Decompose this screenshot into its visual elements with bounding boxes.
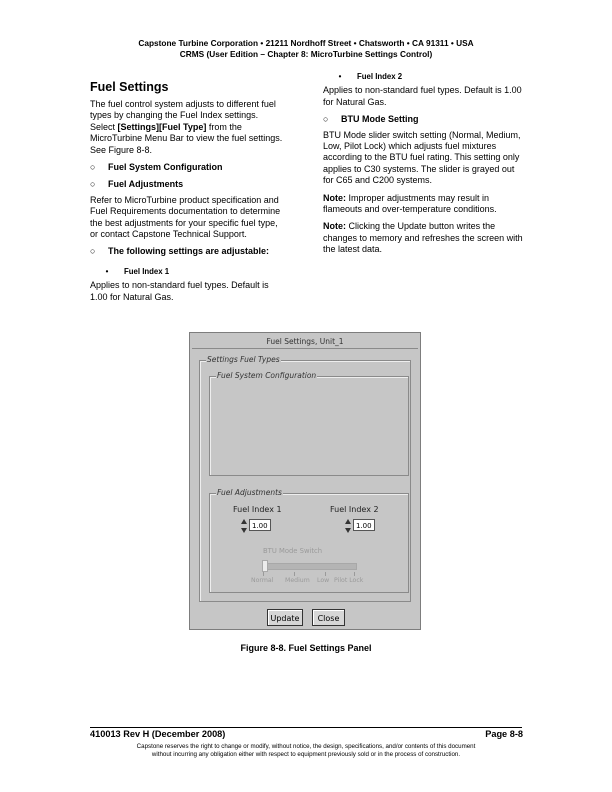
group-label-adjustments: Fuel Adjustments bbox=[217, 488, 282, 497]
left-column bbox=[90, 80, 286, 303]
btu-mode-slider-thumb[interactable] bbox=[262, 560, 268, 572]
note-label: Note: bbox=[323, 192, 346, 203]
fuel-index-2-input[interactable]: 1.00 bbox=[353, 519, 375, 531]
btu-option-normal: Normal bbox=[251, 577, 274, 584]
panel-title: Fuel Settings, Unit_1 bbox=[266, 337, 344, 346]
item-btu-mode-setting bbox=[323, 114, 523, 125]
btu-option-medium: Medium bbox=[285, 577, 310, 584]
slider-tick bbox=[325, 572, 326, 576]
slider-tick bbox=[354, 572, 355, 576]
fuel-index-1-text: Applies to non-standard fuel types. Default is 1.00 for Natural Gas. bbox=[90, 280, 269, 302]
page-header bbox=[0, 38, 612, 60]
disclaimer-line-1: Capstone reserves the right to change or modify, without notice, the design, specifications, and/or contents of this document bbox=[136, 743, 476, 750]
btu-mode-switch-label: BTU Mode Switch bbox=[263, 547, 323, 555]
menu-path: [Settings][Fuel Type] bbox=[117, 121, 207, 132]
section-heading: Fuel Settings bbox=[90, 80, 169, 94]
group-label-fuel-types: Settings Fuel Types bbox=[207, 355, 280, 364]
footer-doc-number: 410013 Rev H (December 2008) bbox=[90, 729, 226, 739]
circle-marker: ○ bbox=[90, 246, 96, 257]
circle-marker: ○ bbox=[90, 179, 96, 190]
fuel-index-1-label: Fuel Index 1 bbox=[233, 505, 282, 514]
note-text: Clicking the Update button writes the changes to memory and refreshes the screen with the latest data. bbox=[323, 221, 523, 255]
note-text: Improper adjustments may result in flameouts and over-temperature conditions. bbox=[323, 192, 497, 215]
btu-option-low: Low bbox=[317, 577, 330, 584]
item-label: Fuel System Configuration bbox=[108, 162, 223, 173]
footer-rule bbox=[90, 727, 522, 728]
bullet-fuel-index-2 bbox=[323, 71, 523, 82]
fuel-index-2-stepper[interactable] bbox=[345, 519, 351, 533]
bullet-label: Fuel Index 2 bbox=[357, 72, 403, 81]
figure-caption: Figure 8-8. Fuel Settings Panel bbox=[240, 643, 372, 653]
fuel-settings-panel bbox=[189, 332, 421, 630]
fuel-index-2-label: Fuel Index 2 bbox=[330, 505, 379, 514]
slider-tick bbox=[263, 572, 264, 576]
fuel-index-1-input[interactable]: 1.00 bbox=[249, 519, 271, 531]
header-chapter: CRMS (User Edition – Chapter 8: MicroTurbine Settings Control) bbox=[179, 49, 433, 59]
circle-marker: ○ bbox=[90, 162, 96, 173]
bullet-marker: • bbox=[105, 266, 109, 276]
title-divider bbox=[192, 348, 418, 349]
bullet-marker: • bbox=[338, 72, 342, 81]
adjust-text: Refer to MicroTurbine product specification and Fuel Requirements documentation to determine the best adjustments for your specific fuel type, or contact Capstone Technical Support. bbox=[90, 194, 281, 240]
bullet-label: Fuel Index 1 bbox=[124, 266, 170, 276]
note-update bbox=[323, 221, 523, 255]
intro-text: The fuel control system adjusts to different fuel types by changing the Fuel Index settings. bbox=[90, 99, 276, 121]
select-pre: Select bbox=[90, 121, 118, 132]
header-company: Capstone Turbine Corporation • 21211 Nordhoff Street • Chatsworth • CA 91311 • USA bbox=[138, 38, 474, 48]
slider-tick bbox=[294, 572, 295, 576]
btu-mode-slider-track[interactable] bbox=[263, 563, 357, 570]
disclaimer-line-2: without incurring any obligation either with respect to equipment previously sold or in the process of construction. bbox=[151, 751, 461, 758]
circle-marker: ○ bbox=[323, 114, 329, 125]
footer-page-number: Page 8-8 bbox=[485, 729, 523, 739]
footer-disclaimer bbox=[90, 743, 522, 759]
right-column bbox=[323, 71, 523, 256]
group-fuel-system-configuration bbox=[209, 371, 409, 476]
btu-text: BTU Mode slider switch setting (Normal, Medium, Low, Pilot Lock) which adjusts fuel mixtures according to the BTU fuel rating. This setting only applies to C30 systems. The slider is grayed out for C65 and C200 systems. bbox=[323, 129, 521, 186]
select-instructions bbox=[90, 122, 286, 156]
update-button[interactable]: Update bbox=[267, 609, 303, 626]
item-fuel-system-configuration bbox=[90, 162, 286, 173]
fuel-index-1-stepper[interactable] bbox=[241, 519, 247, 533]
btu-option-pilot-lock: Pilot Lock bbox=[334, 577, 364, 584]
close-button[interactable]: Close bbox=[312, 609, 345, 626]
note-improper bbox=[323, 193, 523, 216]
group-label-configuration: Fuel System Configuration bbox=[217, 371, 317, 380]
item-label: BTU Mode Setting bbox=[341, 114, 419, 125]
item-fuel-adjustments bbox=[90, 179, 286, 190]
select-post: from the MicroTurbine Menu Bar to view the fuel settings. See Figure 8-8. bbox=[90, 121, 283, 155]
fuel-index-2-text: Applies to non-standard fuel types. Default is 1.00 for Natural Gas. bbox=[323, 85, 522, 107]
note-label: Note: bbox=[323, 221, 346, 232]
item-label: Fuel Adjustments bbox=[108, 179, 184, 190]
item-adjustable-settings bbox=[90, 246, 286, 257]
bullet-fuel-index-1 bbox=[90, 266, 286, 277]
item-label: The following settings are adjustable: bbox=[108, 246, 270, 257]
